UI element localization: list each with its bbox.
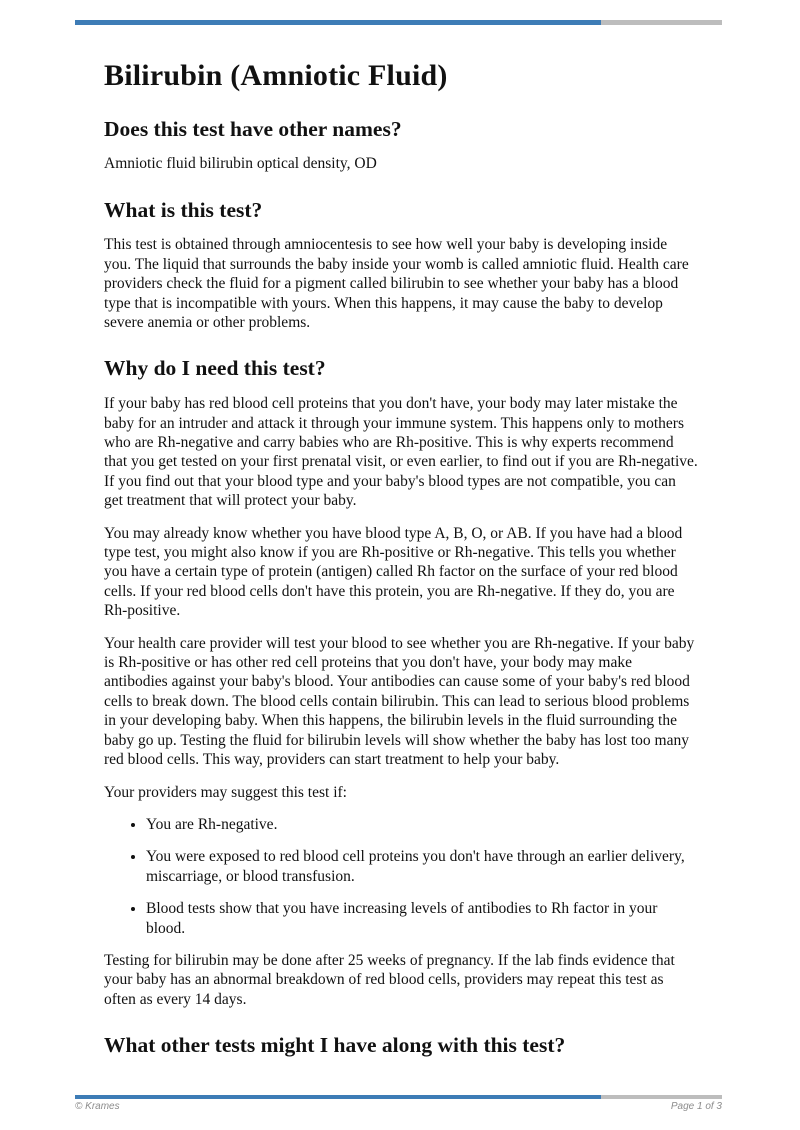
paragraph-other-names: Amniotic fluid bilirubin optical density, OD — [104, 155, 377, 173]
document-content — [104, 25, 698, 1058]
section-heading-other-tests: What other tests might I have along with this test? — [104, 1033, 566, 1058]
footer-page-number: Page 1 of 3 — [670, 1101, 722, 1112]
bullet-list — [104, 815, 698, 938]
footer — [75, 1101, 722, 1113]
paragraph-suggest-intro: Your providers may suggest this test if: — [104, 783, 347, 801]
list-item: • You are Rh-negative. — [146, 815, 698, 834]
section-heading-why-need-test: Why do I need this test? — [104, 356, 326, 381]
list-item: • You were exposed to red blood cell proteins you don't have through an earlier delivery, miscarriage, or blood transfusion. — [146, 847, 698, 886]
page-title: Bilirubin (Amniotic Fluid) — [104, 59, 448, 92]
section-heading-what-is-this-test: What is this test? — [104, 197, 263, 222]
paragraph-what-is-this-test: This test is obtained through amniocentesis to see how well your baby is developing inside you. The liquid that surrounds the baby inside your womb is called amniotic fluid. Health care providers check the fluid for a pigment called bilirubin to see whether your baby has a blood type that is incompatible with yours. When this happens, it may cause the baby to develop severe anemia or other problems. — [104, 236, 689, 332]
paragraph-why-need-3: Your health care provider will test your blood to see whether you are Rh-negative. If your baby is Rh-positive or has other red cell proteins that you don't have, your body may make antibodies against your baby's blood. Your antibodies can cause some of your baby's red blood cells to break down. The blood cells contain bilirubin. This can lead to serious blood problems in your developing baby. When this happens, the bilirubin levels in the fluid surrounding the baby go up. Testing the fluid for bilirubin levels will show whether the baby has lost too many red blood cells. This way, providers can start treatment to help your baby. — [104, 634, 695, 769]
list-item: • Blood tests show that you have increasing levels of antibodies to Rh factor in your blood. — [146, 899, 698, 938]
paragraph-why-need-1: If your baby has red blood cell proteins that you don't have, your body may later mistake the baby for an intruder and attack it through your immune system. This happens only to mothers who are Rh-negative and carry babies who are Rh-positive. This is why experts recommend that you get tested on your first prenatal visit, or even earlier, to find out if you are Rh-negative. If you find out that your blood type and your baby's blood types are not compatible, you can get treatment that will protect your baby. — [104, 395, 698, 510]
paragraph-testing-frequency: Testing for bilirubin may be done after 25 weeks of pregnancy. If the lab finds evidence that your baby has an abnormal breakdown of red blood cells, providers may repeat this test as often as every 14 days. — [104, 951, 675, 1008]
footer-rule — [75, 1095, 722, 1099]
footer-rule-blue-segment — [75, 1095, 601, 1099]
section-heading-other-names: Does this test have other names? — [104, 116, 402, 141]
paragraph-why-need-2: You may already know whether you have blood type A, B, O, or AB. If you have had a blood type test, you might also know if you are Rh-positive or Rh-negative. This tells you whether you have a certain type of protein (antigen) called Rh factor on the surface of your red blood cells. If your red blood cells don't have this protein, you are Rh-negative. If they do, you are Rh-positive. — [104, 524, 683, 620]
footer-rule-gray-segment — [601, 1095, 722, 1099]
footer-copyright: © Krames — [75, 1101, 120, 1112]
